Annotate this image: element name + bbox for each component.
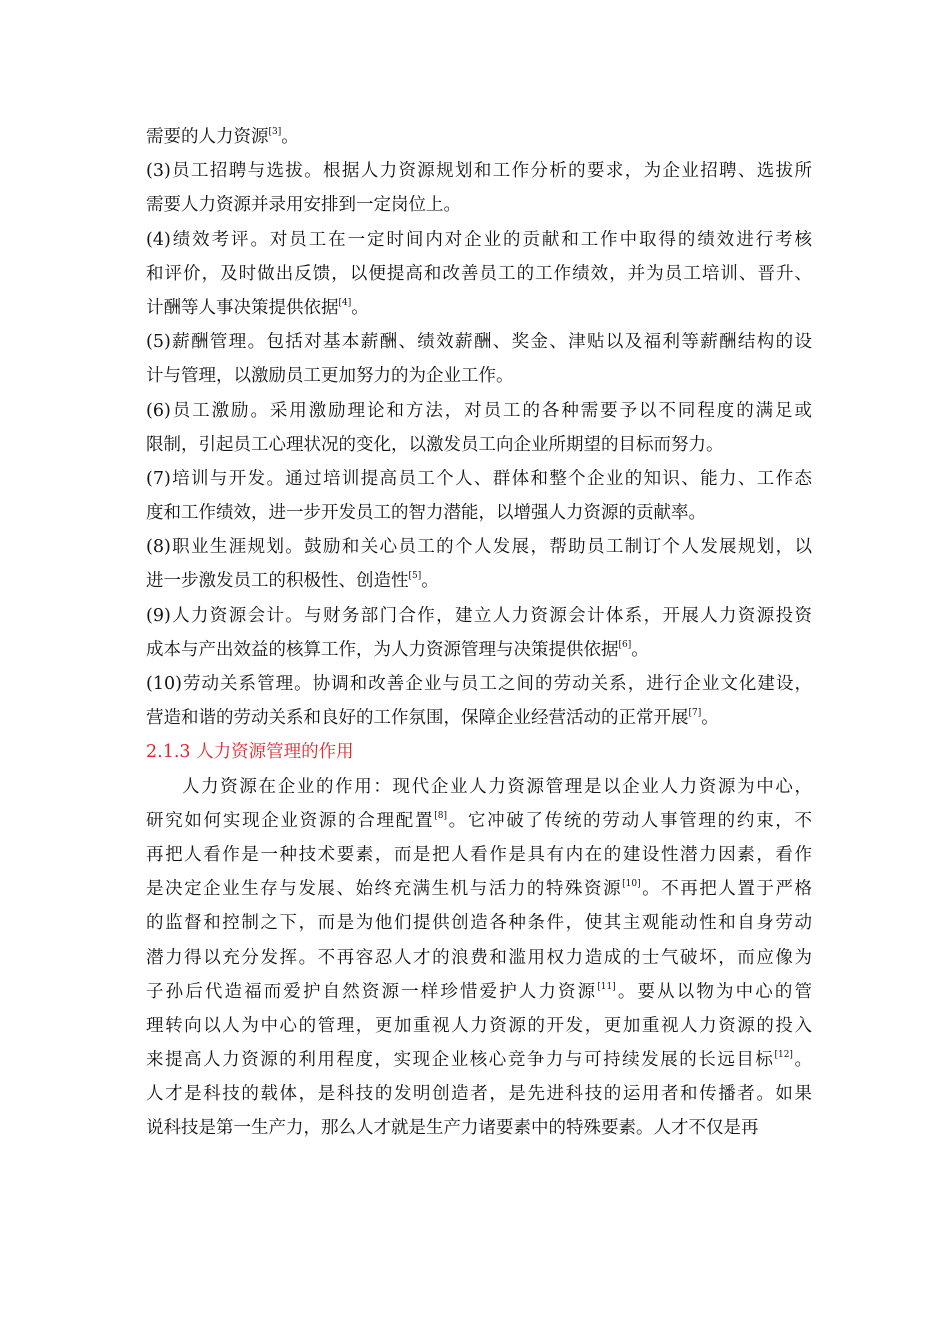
paragraph	[146, 120, 812, 154]
text-line	[146, 154, 812, 188]
line-text: 计与管理，以激励员工更加努力的为企业工作。	[146, 366, 514, 387]
citation-marker: [10]	[622, 879, 641, 890]
line-text: 进一步激发员工的积极性、创造性	[146, 571, 409, 592]
paragraph	[146, 599, 812, 667]
citation-marker: [8]	[434, 810, 447, 821]
line-text-continued: 。	[421, 571, 439, 592]
paragraph	[146, 667, 812, 735]
line-text: (10)劳动关系管理。协调和改善企业与员工之间的劳动关系，进行企业文化建设，	[146, 674, 812, 694]
paragraph	[146, 223, 812, 326]
line-text: 的监督和控制之下，而是为他们提供创造各种条件，使其主观能动性和自身劳动	[146, 913, 812, 934]
line-text: 需要的人力资源	[146, 127, 269, 147]
line-text: 需要人力资源并录用安排到一定岗位上。	[146, 195, 461, 216]
text-line	[146, 291, 812, 325]
line-text: 和评价，及时做出反馈，以便提高和改善员工的工作绩效，并为员工培训、晋升、	[146, 263, 812, 284]
line-text: 度和工作绩效，进一步开发员工的智力潜能，以增强人力资源的贡献率。	[146, 503, 706, 524]
line-text-continued: 。	[351, 297, 369, 318]
text-line	[146, 120, 812, 154]
line-text: 理转向以人为中心的管理，更加重视人力资源的开发，更加重视人力资源的投入	[146, 1015, 812, 1036]
text-line	[146, 667, 812, 701]
text-line	[146, 872, 812, 906]
text-line	[146, 701, 812, 735]
line-text: (9)人力资源会计。与财务部门合作，建立人力资源会计体系，开展人力资源投资	[146, 605, 812, 626]
text-line	[146, 633, 812, 667]
line-text: 子孙后代造福而爱护自然资源一样珍惜爱护人力资源	[146, 981, 598, 1002]
text-line	[146, 599, 812, 633]
citation-marker: [6]	[618, 639, 632, 650]
line-text-continued: 。它冲破了传统的劳动人事管理的约束，不	[446, 810, 812, 831]
line-text: 人才是科技的载体，是科技的发明创造者，是先进科技的运用者和传播者。如果	[146, 1084, 812, 1105]
citation-marker: [5]	[408, 571, 422, 582]
citation-marker: [3]	[268, 127, 282, 137]
line-text: 研究如何实现企业资源的合理配置	[146, 810, 435, 831]
paragraph	[146, 770, 812, 1146]
text-line	[146, 941, 812, 975]
line-text-continued: 。	[281, 127, 299, 147]
text-line	[146, 770, 812, 804]
line-text: 计酬等人事决策提供依据	[146, 297, 339, 318]
text-line	[146, 1077, 812, 1111]
text-line	[146, 530, 812, 564]
line-text: 再把人看作是一种技术要素，而是把人看作是具有内在的建设性潜力因素，看作	[146, 844, 812, 865]
document-body	[146, 120, 812, 1146]
text-line	[146, 1111, 812, 1145]
line-text-continued: 。要从以物为中心的管	[615, 981, 812, 1002]
line-text: 是决定企业生存与发展、始终充满生机与活力的特殊资源	[146, 879, 623, 900]
line-text: 营造和谐的劳动关系和良好的工作氛围，保障企业经营活动的正常开展	[146, 708, 689, 729]
citation-marker: [11]	[597, 981, 616, 992]
line-text: (6)员工激励。采用激励理论和方法，对员工的各种需要予以不同程度的满足或	[146, 400, 812, 421]
line-text-continued: 。不再把人置于严格	[640, 879, 812, 900]
paragraph	[146, 462, 812, 530]
line-text: 限制，引起员工心理状况的变化，以激发员工向企业所期望的目标而努力。	[146, 434, 724, 455]
line-text-continued: 。	[631, 639, 649, 660]
text-line	[146, 564, 812, 598]
text-line	[146, 394, 812, 428]
text-line	[146, 1009, 812, 1043]
text-line	[146, 496, 812, 530]
text-line	[146, 838, 812, 872]
text-line	[146, 1043, 812, 1077]
paragraph	[146, 325, 812, 393]
citation-marker: [7]	[688, 708, 702, 719]
text-line	[146, 804, 812, 838]
line-text: (3)员工招聘与选拔。根据人力资源规划和工作分析的要求，为企业招聘、选拔所	[146, 161, 812, 182]
text-line	[146, 325, 812, 359]
paragraph	[146, 530, 812, 598]
line-text: 来提高人力资源的利用程度，实现企业核心竞争力与可持续发展的长远目标	[146, 1050, 775, 1071]
text-line	[146, 462, 812, 496]
section-heading: 2.1.3 人力资源管理的作用	[146, 742, 354, 763]
line-text-continued: 。	[701, 708, 719, 729]
text-line	[146, 188, 812, 222]
line-text: (8)职业生涯规划。鼓励和关心员工的个人发展，帮助员工制订个人发展规划，以	[146, 537, 812, 558]
line-text: 人力资源在企业的作用：现代企业人力资源管理是以企业人力资源为中心，	[182, 776, 812, 797]
text-line	[146, 906, 812, 940]
text-line	[146, 428, 812, 462]
line-text: (5)薪酬管理。包括对基本薪酬、绩效薪酬、奖金、津贴以及福利等薪酬结构的设	[146, 332, 812, 353]
line-text: 潜力得以充分发挥。不再容忍人才的浪费和滥用权力造成的士气破坏，而应像为	[146, 947, 812, 968]
line-text-continued: 。	[792, 1050, 812, 1071]
text-line	[146, 257, 812, 291]
paragraph	[146, 154, 812, 222]
line-text: 成本与产出效益的核算工作，为人力资源管理与决策提供依据	[146, 639, 619, 660]
line-text: (4)绩效考评。对员工在一定时间内对企业的贡献和工作中取得的绩效进行考核	[146, 229, 812, 250]
citation-marker: [4]	[338, 297, 352, 308]
line-text: 说科技是第一生产力，那么人才就是生产力诸要素中的特殊要素。人才不仅是再	[146, 1118, 759, 1139]
text-line	[146, 975, 812, 1009]
citation-marker: [12]	[774, 1050, 793, 1061]
text-line	[146, 223, 812, 257]
line-text: (7)培训与开发。通过培训提高员工个人、群体和整个企业的知识、能力、工作态	[146, 468, 812, 489]
text-line	[146, 359, 812, 393]
paragraph	[146, 394, 812, 462]
